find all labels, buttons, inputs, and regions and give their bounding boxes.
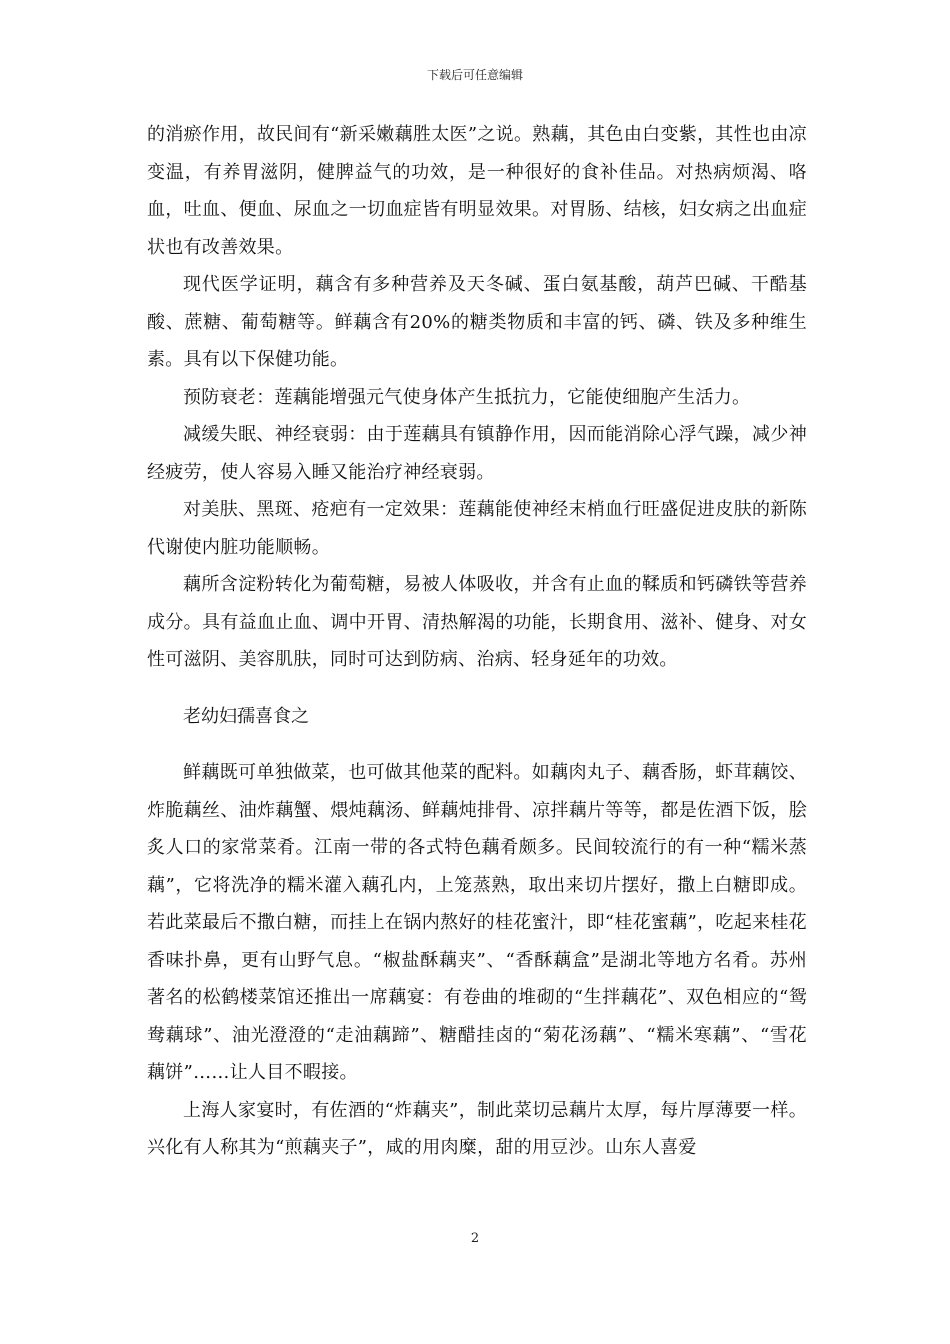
page-header: 下载后可任意编辑 [426, 68, 523, 82]
paragraph-1: 的消瘀作用，故民间有“新采嫩藕胜太医”之说。熟藕，其色由白变紫，其性也由凉变温，有养胃滋阴，健脾益气的功效，是一种很好的食补佳品。对热病烦渴、咯血，吐血、便血、尿血之一切血症皆有明显效果。对胃肠、结核，妇女病之出血症状也有改善效果。 [147, 124, 807, 258]
paragraph-6: 藕所含淀粉转化为葡萄糖，易被人体吸收，并含有止血的鞣质和钙磷铁等营养成分。具有益血止血、调中开胃、清热解渴的功能，长期食用、滋补、健身、对女性可滋阴、美容肌肤，同时可达到防病、治病、轻身延年的功效。 [147, 574, 807, 670]
paragraph-4: 减缓失眠、神经衰弱：由于莲藕具有镇静作用，因而能消除心浮气躁，减少神经疲劳，使人容易入睡又能治疗神经衰弱。 [147, 424, 807, 483]
page-number: 2 [470, 1231, 480, 1246]
paragraph-7: 鲜藕既可单独做菜，也可做其他菜的配料。如藕肉丸子、藕香肠，虾茸藕饺、炸脆藕丝、油炸藕蟹、煨炖藕汤、鲜藕炖排骨、凉拌藕片等等，都是佐酒下饭，脍炙人口的家常菜肴。江南一带的各式特色藕肴颇多。民间较流行的有一种“糯米蒸藕”，它将洗净的糯米灌入藕孔内，上笼蒸熟，取出来切片摆好，撒上白糖即成。若此菜最后不撒白糖，而挂上在锅内熬好的桂花蜜汁，即“桂花蜜藕”，吃起来桂花香味扑鼻，更有山野气息。“椒盐酥藕夹”、“香酥藕盒”是湖北等地方名肴。苏州著名的松鹤楼菜馆还推出一席藕宴：有卷曲的堆砌的“生拌藕花”、双色相应的“鸳鸯藕球”、油光澄澄的“走油藕蹄”、糖醋挂卤的“菊花汤藕”、“糯米寒藕”、“雪花藕饼”……让人目不暇接。 [147, 762, 807, 1083]
paragraph-3: 预防衰老：莲藕能增强元气使身体产生抵抗力，它能使细胞产生活力。 [183, 386, 751, 408]
section-heading: 老幼妇孺喜食之 [183, 705, 309, 727]
paragraph-5: 对美肤、黑斑、疮疤有一定效果：莲藕能使神经末梢血行旺盛促进皮肤的新陈代谢使内脏功能顺畅。 [147, 499, 807, 558]
document-body [147, 116, 807, 1167]
paragraph-8: 上海人家宴时，有佐酒的“炸藕夹”，制此菜切忌藕片太厚，每片厚薄要一样。兴化有人称其为“煎藕夹子”，咸的用肉糜，甜的用豆沙。山东人喜爱 [147, 1099, 807, 1158]
paragraph-2: 现代医学证明，藕含有多种营养及天冬碱、蛋白氨基酸，葫芦巴碱、干酷基酸、蔗糖、葡萄糖等。鲜藕含有20%的糖类物质和丰富的钙、磷、铁及多种维生素。具有以下保健功能。 [147, 274, 807, 370]
